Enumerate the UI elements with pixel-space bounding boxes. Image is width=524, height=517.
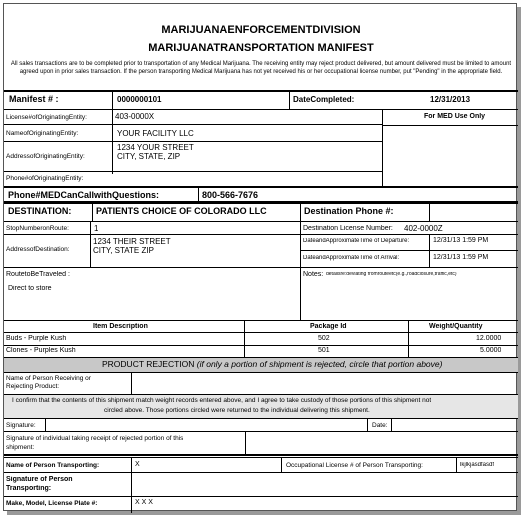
occupational-license-value[interactable]: lkjlkjasdfasdf [460, 462, 495, 468]
arrival-label: DateandApproximateTime of Arrival: [303, 255, 400, 261]
license-value[interactable]: 403-0000X [115, 112, 155, 121]
originating-address-label: AddressofOriginatingEntity: [6, 153, 85, 160]
originating-name-label: NameofOriginatingEntity: [6, 130, 79, 137]
col-item-description: Item Description [93, 323, 148, 330]
destination-license-value[interactable]: 402-0000Z [404, 224, 443, 233]
receiver-label-1: Name of Person Receiving or [6, 375, 91, 382]
destination-address-line1[interactable]: 1234 THEIR STREET [93, 237, 171, 246]
stop-number-label: StopNumberonRoute: [6, 225, 69, 232]
notes-label: Notes: [303, 271, 324, 278]
transporter-signature-label-2: Transporting: [6, 485, 52, 492]
med-phone-value[interactable]: 800-566-7676 [202, 190, 259, 200]
occupational-license-label: Occupational License # of Person Transporting: [286, 462, 423, 469]
col-package-id: Package Id [310, 323, 347, 330]
product-rejection-heading [102, 360, 442, 370]
transporter-name-value[interactable]: X [135, 461, 140, 468]
destination-address-label: AddressofDestination: [6, 246, 70, 253]
rejection-heading-note: (if only a portion of shipment is rejected, circle that portion above) [196, 360, 443, 369]
route-label: RoutetoBeTraveled : [6, 271, 70, 278]
destination-phone-label: Destination Phone #: [304, 206, 394, 216]
manifest-title: MARIJUANATRANSPORTATION MANIFEST [148, 42, 374, 54]
vehicle-value[interactable]: X X X [135, 499, 153, 506]
date-completed-label: DateCompleted: [293, 95, 355, 104]
transporter-name-label: Name of Person Transporting: [6, 462, 100, 469]
notes-hint: detailsre:deviating fromrouteetc(e.g.,roadclosure,traffic,etc) [326, 272, 457, 277]
weight-cell[interactable]: 5.0000 [480, 347, 502, 354]
arrival-value[interactable]: 12/31/13 1:59 PM [433, 254, 489, 261]
reject-signature-label-1: Signature of individual taking receipt of rejected portion of this [6, 435, 184, 442]
date-completed-value[interactable]: 12/31/2013 [430, 95, 471, 104]
col-weight-quantity: Weight/Quantity [429, 323, 483, 330]
confirm-line-1: I confirm that the contents of this shipment match weight records entered above, and I agree to take custody of those portions of this shipment not [12, 397, 432, 404]
signature-label: Signature: [6, 422, 36, 429]
stop-number-value[interactable]: 1 [94, 224, 99, 233]
date-label: Date: [372, 422, 388, 429]
route-value[interactable]: Direct to store [8, 285, 52, 292]
package-id-cell[interactable]: 501 [318, 347, 330, 354]
package-id-cell[interactable]: 502 [318, 335, 330, 342]
originating-address-line1[interactable]: 1234 YOUR STREET [117, 143, 194, 152]
item-description-cell[interactable]: Buds - Purple Kush [6, 335, 67, 342]
destination-value[interactable]: PATIENTS CHOICE OF COLORADO LLC [96, 206, 267, 216]
receiver-label-2: Rejecting Product: [6, 383, 60, 390]
originating-name-value[interactable]: YOUR FACILITY LLC [117, 129, 194, 138]
transporter-signature-label-1: Signature of Person [6, 476, 73, 483]
med-phone-label: Phone#MEDCanCallwithQuestions: [8, 190, 160, 200]
reject-signature-label-2: shipment: [6, 444, 35, 451]
license-label: License#ofOriginatingEntity: [6, 114, 87, 121]
originating-address-line2[interactable]: CITY, STATE, ZIP [117, 152, 181, 161]
manifest-number-label: Manifest # : [9, 94, 59, 104]
weight-cell[interactable]: 12.0000 [476, 335, 502, 342]
destination-license-label: Destination License Number: [303, 225, 393, 232]
originating-phone-label: Phone#ofOriginatingEntity: [6, 175, 84, 182]
departure-label: DateandApproximateTime of Departure: [303, 238, 410, 244]
destination-label: DESTINATION: [8, 206, 72, 216]
confirm-line-2: circled above. Those portions circled were returned to the individual delivering this shipment. [104, 407, 370, 414]
med-use-only-label: For MED Use Only [424, 113, 486, 120]
manifest-number-value[interactable]: 0000000101 [117, 95, 162, 104]
item-description-cell[interactable]: Clones - Purples Kush [6, 347, 76, 354]
destination-address-line2[interactable]: CITY, STATE ZIP [93, 246, 154, 255]
vehicle-label: Make, Model, License Plate #: [6, 500, 98, 507]
departure-value[interactable]: 12/31/13 1:59 PM [433, 237, 489, 244]
manifest-sheet [3, 3, 517, 511]
division-title: MARIJUANAENFORCEMENTDIVISION [161, 24, 361, 36]
notice-text: All sales transactions are to be completed prior to transportation of any Medical Marijuana. The receiving entity may reject product delivered, but amount delivered must be limited to amount agreed upon in prior sales transaction. If the person transporting Medical Marijuana has not yet received his or her occupational license number, put "Pending" in the appropriate field. [10, 61, 512, 75]
rejection-heading-text: PRODUCT REJECTION [102, 360, 195, 369]
